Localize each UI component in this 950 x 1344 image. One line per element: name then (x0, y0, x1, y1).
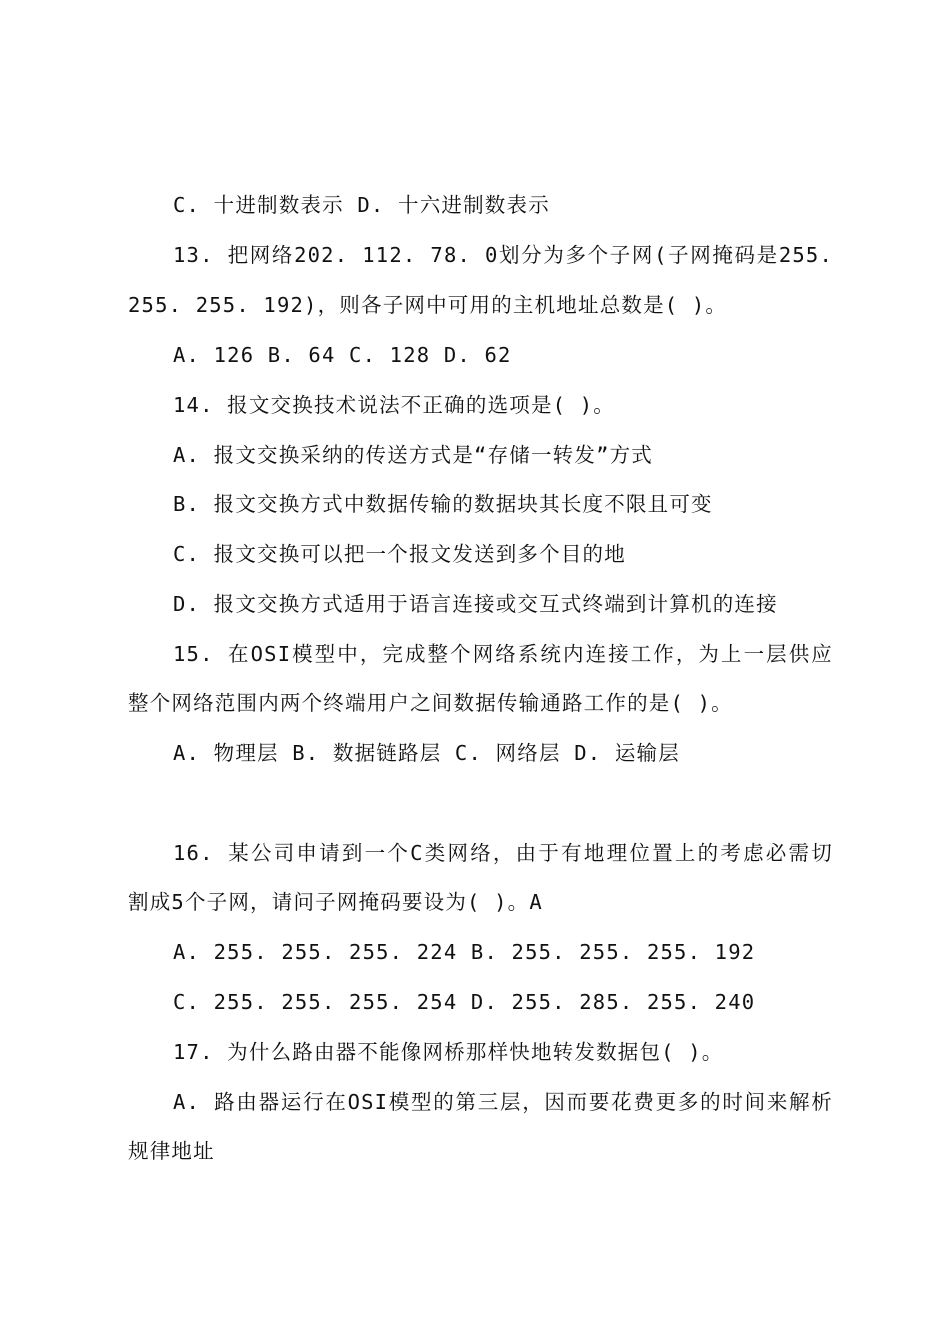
option-17-a-line-1: A. 路由器运行在OSI模型的第三层，因而要花费更多的时间来解析 (173, 1090, 833, 1114)
question-15-line-2: 整个网络范围内两个终端用户之间数据传输通路工作的是( )。 (128, 691, 733, 715)
option-14-b: B. 报文交换方式中数据传输的数据块其长度不限且可变 (173, 492, 713, 516)
option-14-d: D. 报文交换方式适用于语言连接或交互式终端到计算机的连接 (173, 592, 778, 616)
question-16-line-1: 16. 某公司申请到一个C类网络，由于有地理位置上的考虑必需切 (173, 841, 833, 865)
question-13-line-2: 255. 255. 192)，则各子网中可用的主机地址总数是( )。 (128, 293, 728, 317)
question-17: 17. 为什么路由器不能像网桥那样快地转发数据包( )。 (173, 1040, 724, 1064)
question-13-line-1: 13. 把网络202. 112. 78. 0划分为多个子网(子网掩码是255. (173, 243, 833, 267)
question-14: 14. 报文交换技术说法不正确的选项是( )。 (173, 393, 615, 417)
question-16-line-2: 割成5个子网，请问子网掩码要设为( )。A (128, 890, 543, 914)
options-16-cd: C. 255. 255. 255. 254 D. 255. 285. 255. 240 (173, 990, 756, 1014)
option-17-a-line-2: 规律地址 (128, 1139, 215, 1163)
question-15-line-1: 15. 在OSI模型中，完成整个网络系统内连接工作，为上一层供应 (173, 642, 833, 666)
option-line-12-cd: C. 十进制数表示 D. 十六进制数表示 (173, 193, 550, 217)
options-13: A. 126 B. 64 C. 128 D. 62 (173, 343, 512, 367)
options-16-ab: A. 255. 255. 255. 224 B. 255. 255. 255. 192 (173, 940, 756, 964)
option-14-a: A. 报文交换采纳的传送方式是“存储一转发”方式 (173, 443, 654, 467)
options-15: A. 物理层 B. 数据链路层 C. 网络层 D. 运输层 (173, 741, 680, 765)
option-14-c: C. 报文交换可以把一个报文发送到多个目的地 (173, 542, 626, 566)
